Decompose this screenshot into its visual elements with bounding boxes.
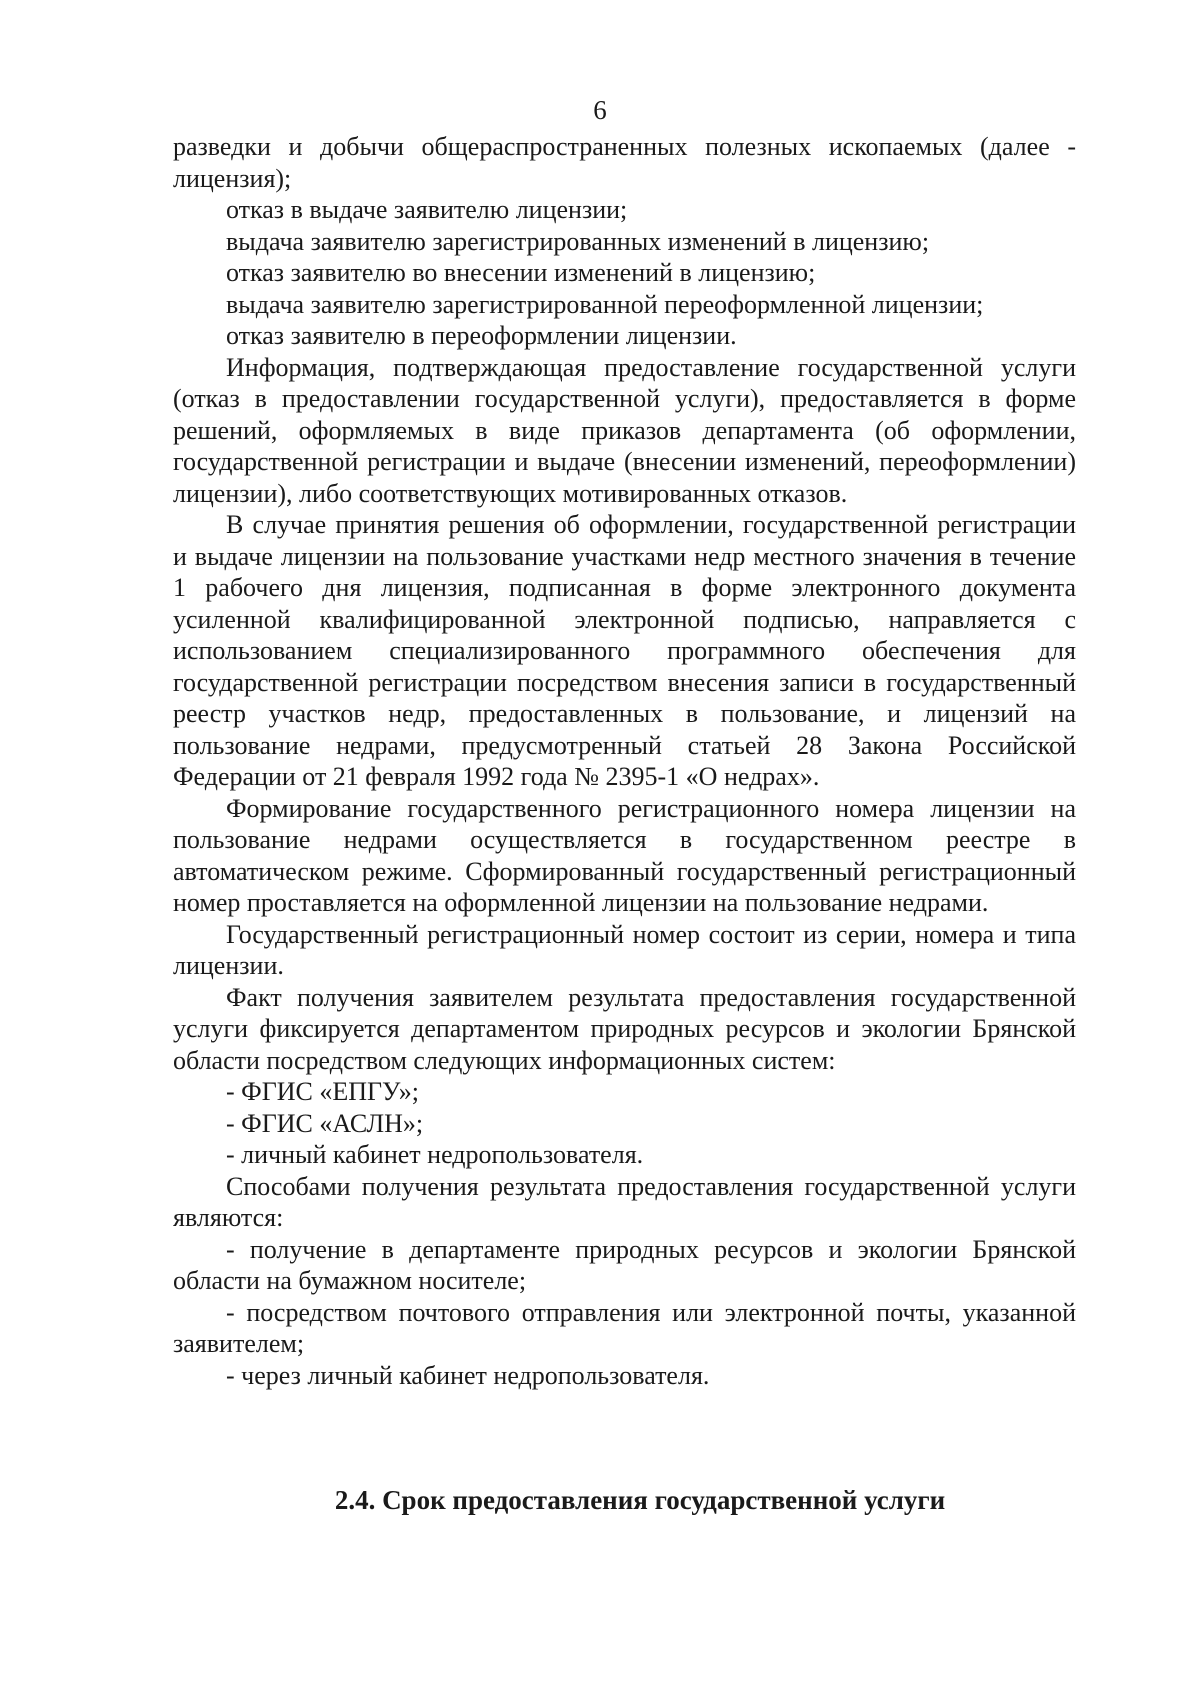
paragraph: Формирование государственного регистрационного номера лицензии на пользование недрами осуществляется в государственном реестре в автоматическом режиме. Сформированный государственный регистрационный номер проставляется на оформленной лицензии на пользование недрами. xyxy=(173,793,1076,917)
paragraph: отказ заявителю во внесении изменений в лицензию; xyxy=(226,258,816,287)
paragraph: Способами получения результата предоставления государственной услуги являются: xyxy=(173,1171,1076,1232)
paragraph: отказ заявителю в переоформлении лицензии. xyxy=(226,321,737,350)
paragraph: выдача заявителю зарегистрированных изменений в лицензию; xyxy=(226,226,930,256)
paragraph: Факт получения заявителем результата предоставления государственной услуги фиксируется департаментом природных ресурсов и экологии Брянской области посредством следующих информационных систем: xyxy=(173,982,1076,1075)
list-item: - личный кабинет недропользователя. xyxy=(226,1140,644,1169)
paragraph: В случае принятия решения об оформлении, государственной регистрации и выдаче лицензии на пользование участками недр местного значения в течение 1 рабочего дня лицензия, подписанная в форме электронного документа усиленной квалифицированной электронной подписью, направляется с использованием специализированного программного обеспечения для государственной регистрации посредством внесения записи в государственный реестр участков недр, предоставленных в пользование, и лицензий на пользование недрами, предусмотренный статьей 28 Закона Российской Федерации от 21 февраля 1992 года № 2395-1 «О недрах». xyxy=(173,510,1076,791)
paragraph: Государственный регистрационный номер состоит из серии, номера и типа лицензии. xyxy=(173,919,1076,980)
list-item: - через личный кабинет недропользователя. xyxy=(226,1360,710,1390)
body-text xyxy=(173,131,1076,1391)
list-item: - посредством почтового отправления или электронной почты, указанной заявителем; xyxy=(173,1297,1076,1358)
list-item: - получение в департаменте природных ресурсов и экологии Брянской области на бумажном носителе; xyxy=(173,1234,1076,1295)
paragraph: Информация, подтверждающая предоставление государственной услуги (отказ в предоставлении государственной услуги), предоставляется в форме решений, оформляемых в виде приказов департамента (об оформлении, государственной регистрации и выдаче (внесении изменений, переоформлении) лицензии), либо соответствующих мотивированных отказов. xyxy=(173,352,1076,508)
paragraph: разведки и добычи общераспространенных полезных ископаемых (далее - лицензия); xyxy=(173,132,1076,193)
section-heading: 2.4. Срок предоставления государственной услуги xyxy=(334,1485,946,1515)
list-item: - ФГИС «ЕПГУ»; xyxy=(226,1077,420,1106)
list-item: - ФГИС «АСЛН»; xyxy=(226,1108,424,1138)
paragraph: выдача заявителю зарегистрированной переоформленной лицензии; xyxy=(226,289,984,319)
page-number: 6 xyxy=(593,95,607,125)
paragraph: отказ в выдаче заявителю лицензии; xyxy=(226,195,628,224)
